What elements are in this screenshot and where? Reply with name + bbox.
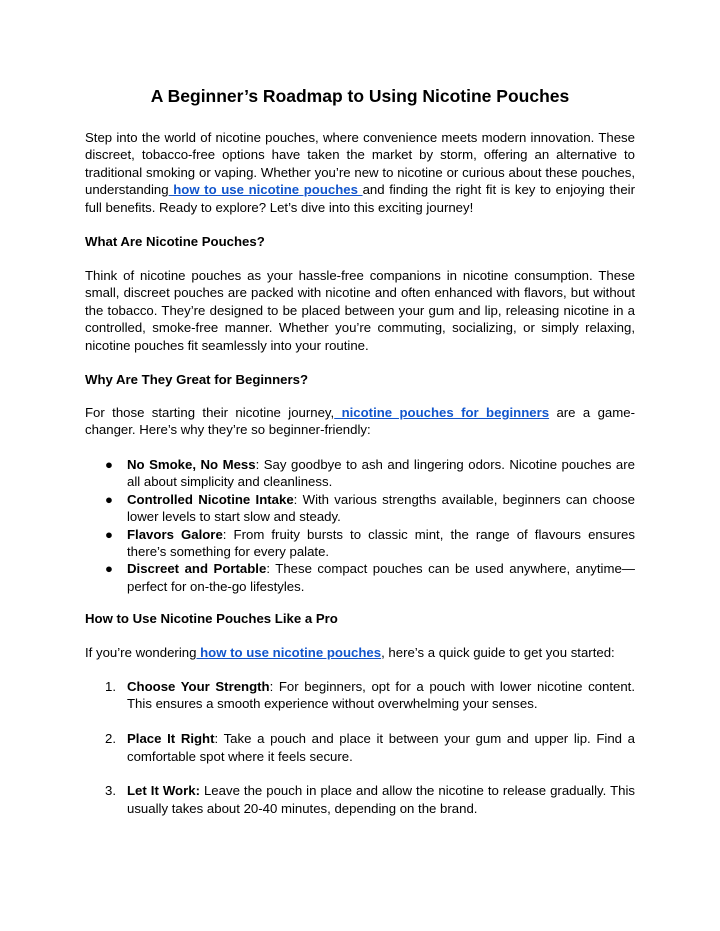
bullet-term: Controlled Nicotine Intake [127,491,294,507]
how-paragraph [85,644,635,661]
benefits-list [85,456,635,595]
list-item [85,560,635,595]
how-to-use-link-1[interactable]: how to use nicotine pouches [168,182,363,198]
bullet-text: : From fruity bursts to classic mint, the range of flavours ensures there’s something for every palate. [127,526,635,560]
list-item [85,782,635,817]
step-term: Let It Work: [127,783,200,799]
step-number: 1. [105,679,116,694]
step-text: : Take a pouch and place it between your gum and upper lip. Find a comfortable spot where it feels secure. [127,731,635,764]
how-text-after: , here’s a quick guide to get you started: [381,645,615,660]
intro-paragraph [85,129,635,216]
step-text: : For beginners, opt for a pouch with lower nicotine content. This ensures a smooth experience without overwhelming your senses. [127,679,636,712]
list-item [85,678,635,713]
document-title: A Beginner’s Roadmap to Using Nicotine Pouches [150,86,570,106]
bullet-text: : These compact pouches can be used anywhere, anytime—perfect for on-the-go lifestyles. [127,561,635,594]
bullet-text: : With various strengths available, beginners can choose lower levels to start slow and steady. [127,491,635,525]
section-heading-what: What Are Nicotine Pouches? [85,234,265,249]
step-text: Leave the pouch in place and allow the nicotine to release gradually. This usually takes about 20-40 minutes, depending on the brand. [127,783,635,816]
intro-text-after: and finding the right fit is key to enjoying their full benefits. Ready to explore? Let’s dive into this exciting journey! [85,182,635,215]
bullet-marker: ● [105,491,113,507]
bullet-term: Discreet and Portable [127,561,267,577]
list-item [85,456,635,491]
why-paragraph [85,404,635,439]
bullet-marker: ● [105,561,113,577]
why-text-after: are a game-changer. Here’s why they’re so beginner-friendly: [85,405,635,438]
section-heading-why: Why Are They Great for Beginners? [85,372,309,387]
how-to-use-link-2[interactable]: how to use nicotine pouches [196,645,382,660]
bullet-text: : Say goodbye to ash and lingering odors. Nicotine pouches are all about simplicity and cleanliness. [127,457,635,490]
what-paragraph: Think of nicotine pouches as your hassle-free companions in nicotine consumption. These small, discreet pouches are packed with nicotine and often enhanced with flavors, but without the tobacco. They’re designed to be placed between your gum and lip, releasing nicotine in a controlled, smoke-free manner. Whether you’re commuting, socializing, or simply relaxing, nicotine pouches fit seamlessly into your routine. [85,268,635,353]
step-term: Choose Your Strength [127,679,270,694]
step-number: 2. [105,731,116,747]
list-item [85,491,635,526]
bullet-marker: ● [105,526,113,542]
how-text-before: If you’re wondering [85,645,197,660]
list-item [85,730,635,765]
steps-list [85,678,635,835]
step-term: Place It Right [127,731,215,747]
beginners-link[interactable]: nicotine pouches for beginners [334,405,550,420]
bullet-marker: ● [105,457,113,472]
section-heading-how: How to Use Nicotine Pouches Like a Pro [85,611,338,626]
bullet-term: No Smoke, No Mess [127,457,256,472]
step-number: 3. [105,783,116,799]
intro-text-before: Step into the world of nicotine pouches, where convenience meets modern innovation. These discreet, tobacco-free options have taken the market by storm, offering an alternative to traditional smoking or vaping. Whether you’re new to nicotine or curious about these pouches, understanding [85,130,635,198]
bullet-term: Flavors Galore [127,526,223,542]
why-text-before: For those starting their nicotine journey, [85,405,335,420]
list-item [85,526,635,561]
